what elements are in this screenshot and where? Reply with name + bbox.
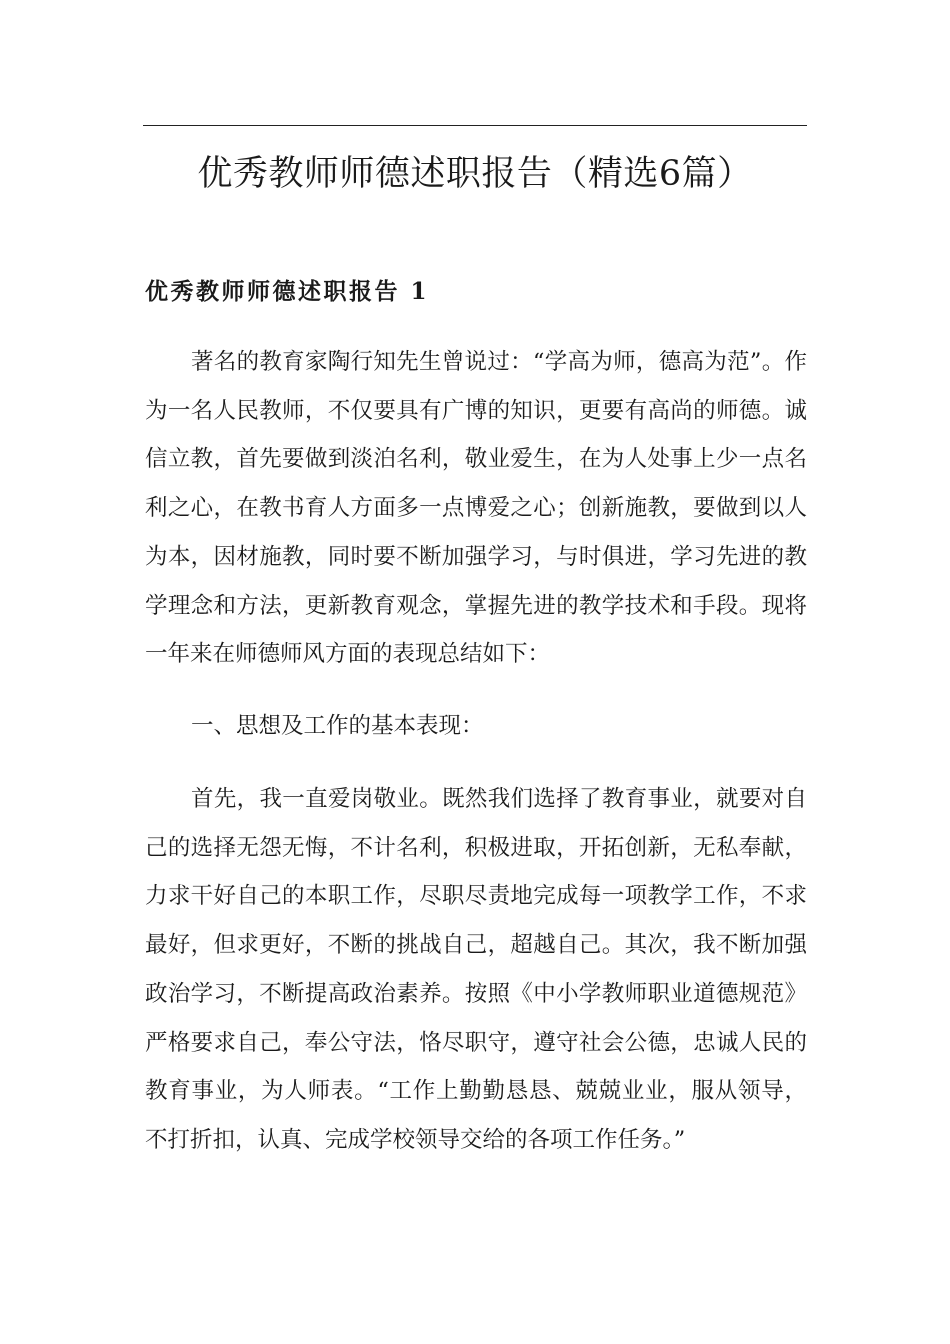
body-paragraph-work: 首先，我一直爱岗敬业。既然我们选择了教育事业，就要对自己的选择无怨无悔，不计名利，积极进取，开拓创新，无私奉献，力求干好自己的本职工作，尽职尽责地完成每一项教学工作，不求最好，但求更好，不断的挑战自己，超越自己。其次，我不断加强政治学习，不断提高政治素养。按照《中小学教师职业道德规范》严格要求自己，奉公守法，恪尽职守，遵守社会公德，忠诚人民的教育事业，为人师表。“工作上勤勤恳恳、兢兢业业，服从领导，不打折扣，认真、完成学校领导交给的各项工作任务。” <box>145 786 807 1153</box>
header-rule <box>143 125 807 126</box>
section-heading: 优秀教师师德述职报告 1 <box>145 278 430 305</box>
document-title: 优秀教师师德述职报告（精选6篇） <box>197 154 753 194</box>
body-paragraph-intro: 著名的教育家陶行知先生曾说过：“学高为师，德高为范”。作为一名人民教师，不仅要具有广博的知识，更要有高尚的师德。诚信立教，首先要做到淡泊名利，敬业爱生，在为人处事上少一点名利之心，在教书育人方面多一点博爱之心；创新施教，要做到以人为本，因材施教，同时要不断加强学习，与时俱进，学习先进的教学理念和方法，更新教育观念，掌握先进的教学技术和手段。现将一年来在师德师风方面的表现总结如下： <box>145 349 807 668</box>
body-paragraph-subheading: 一、思想及工作的基本表现： <box>191 713 484 739</box>
